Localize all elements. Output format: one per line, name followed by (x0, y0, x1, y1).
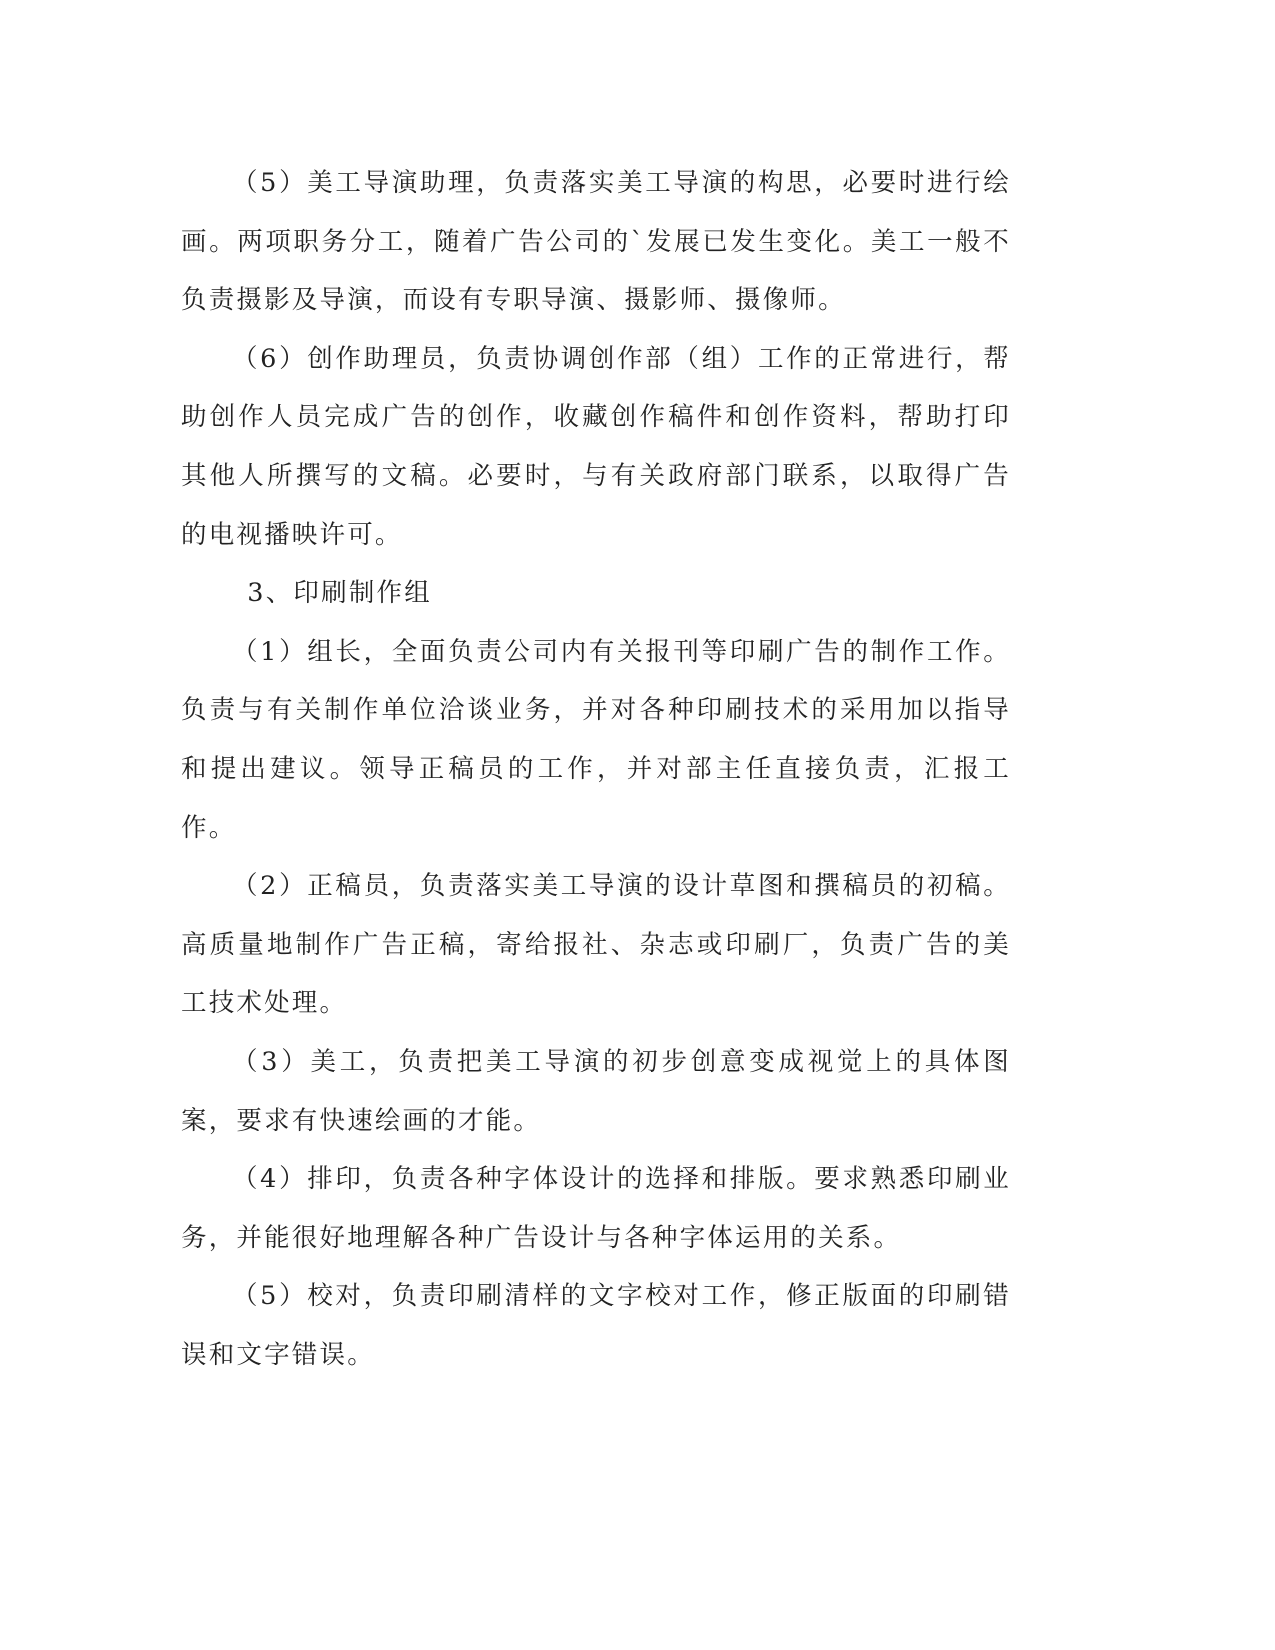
paragraph-art-director-assistant: （5）美工导演助理，负责落实美工导演的构思，必要时进行绘画。两项职务分工，随着广告公司的`发展已发生变化。美工一般不负责摄影及导演，而设有专职导演、摄影师、摄像师。 (181, 168, 1011, 316)
paragraph-proofreading: （5）校对，负责印刷清样的文字校对工作，修正版面的印刷错误和文字错误。 (181, 1281, 1011, 1370)
paragraph-typesetting: （4）排印，负责各种字体设计的选择和排版。要求熟悉印刷业务，并能很好地理解各种广告设计与各种字体运用的关系。 (181, 1164, 1011, 1253)
document-body (181, 154, 1011, 1384)
paragraph-finalizer: （2）正稿员，负责落实美工导演的设计草图和撰稿员的初稿。高质量地制作广告正稿，寄给报社、杂志或印刷厂，负责广告的美工技术处理。 (181, 871, 1011, 1019)
paragraph-group-leader: （1）组长，全面负责公司内有关报刊等印刷广告的制作工作。负责与有关制作单位洽谈业务，并对各种印刷技术的采用加以指导和提出建议。领导正稿员的工作，并对部主任直接负责，汇报工作。 (181, 636, 1011, 843)
section-heading-print-production: 3、印刷制作组 (247, 578, 432, 609)
paragraph-artist: （3）美工，负责把美工导演的初步创意变成视觉上的具体图案，要求有快速绘画的才能。 (181, 1046, 1011, 1136)
paragraph-creative-assistant: （6）创作助理员，负责协调创作部（组）工作的正常进行，帮助创作人员完成广告的创作，收藏创作稿件和创作资料，帮助打印其他人所撰写的文稿。必要时，与有关政府部门联系，以取得广告的电视播映许可。 (181, 343, 1011, 550)
